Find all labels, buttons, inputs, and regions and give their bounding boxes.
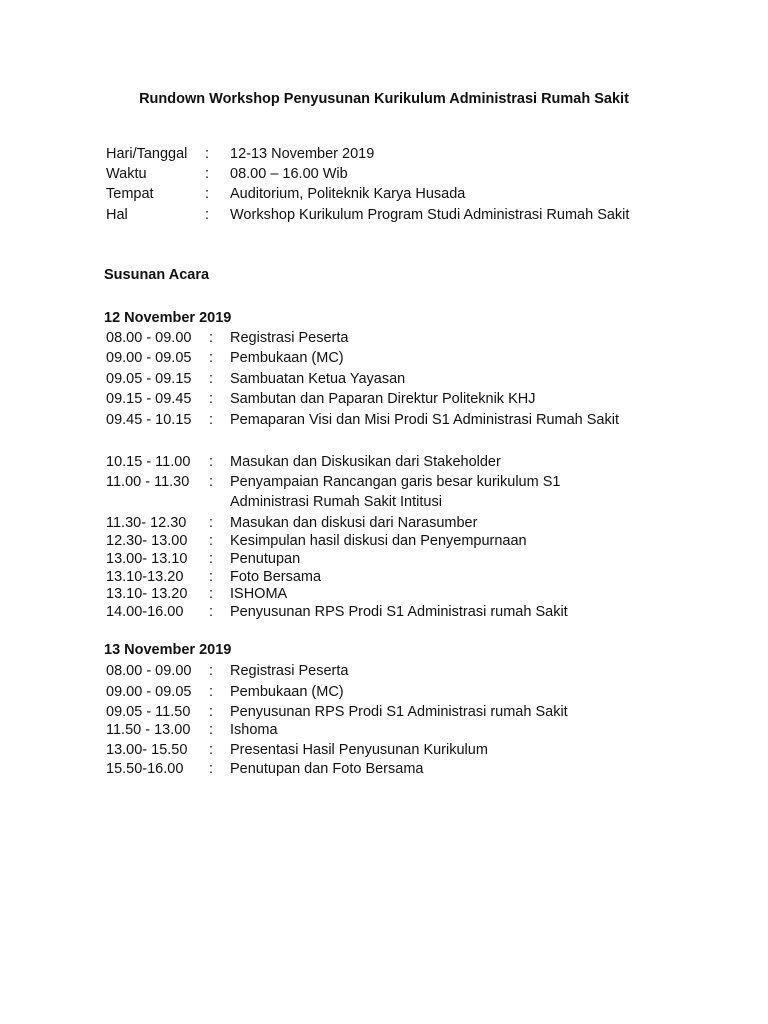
schedule-time: 10.15 - 11.00 (106, 454, 191, 470)
schedule-time: 15.50-16.00 (106, 761, 184, 777)
schedule-colon: : (209, 569, 214, 585)
schedule-colon: : (209, 474, 214, 490)
schedule-desc: Penutupan dan Foto Bersama (230, 761, 424, 777)
schedule-desc: Penutupan (230, 551, 301, 567)
schedule-time: 13.10- 13.20 (106, 586, 188, 602)
schedule-time: 12.30- 13.00 (106, 533, 188, 549)
schedule-colon: : (209, 330, 214, 346)
schedule-time: 09.15 - 09.45 (106, 391, 192, 407)
schedule-desc: Sambutan dan Paparan Direktur Politeknik KHJ (230, 391, 536, 407)
schedule-time: 09.45 - 10.15 (106, 412, 192, 428)
schedule-colon: : (209, 761, 214, 777)
schedule-desc: Penyampaian Rancangan garis besar kurikulum S1 Administrasi Rumah Sakit Intitusi (230, 474, 561, 510)
info-value: 08.00 – 16.00 Wib (230, 166, 348, 182)
info-value: Workshop Kurikulum Program Studi Administrasi Rumah Sakit (230, 207, 630, 223)
schedule-colon: : (209, 586, 214, 602)
schedule-desc: Presentasi Hasil Penyusunan Kurikulum (230, 742, 488, 758)
schedule-desc: Masukan dan Diskusikan dari Stakeholder (230, 454, 501, 470)
schedule-desc: Kesimpulan hasil diskusi dan Penyempurnaan (230, 533, 527, 549)
schedule-desc: Ishoma (230, 722, 278, 738)
schedule-colon: : (209, 722, 214, 738)
info-value: 12-13 November 2019 (230, 146, 375, 162)
schedule-colon: : (209, 663, 214, 679)
schedule-desc: Foto Bersama (230, 569, 322, 585)
day-heading: 13 November 2019 (104, 642, 232, 658)
info-colon: : (205, 166, 210, 182)
schedule-desc: Pembukaan (MC) (230, 684, 344, 700)
schedule-time: 08.00 - 09.00 (106, 663, 192, 679)
schedule-colon: : (209, 371, 214, 387)
schedule-time: 09.05 - 09.15 (106, 371, 192, 387)
schedule-time: 11.50 - 13.00 (106, 722, 191, 738)
schedule-desc: Registrasi Peserta (230, 330, 349, 346)
schedule-colon: : (209, 604, 214, 620)
schedule-time: 11.30- 12.30 (106, 515, 187, 531)
schedule-time: 13.10-13.20 (106, 569, 184, 585)
schedule-time: 09.00 - 09.05 (106, 350, 192, 366)
schedule-time: 11.00 - 11.30 (106, 474, 190, 490)
info-value: Auditorium, Politeknik Karya Husada (230, 186, 466, 202)
document-title: Rundown Workshop Penyusunan Kurikulum Administrasi Rumah Sakit (139, 91, 629, 107)
schedule-colon: : (209, 704, 214, 720)
schedule-time: 09.05 - 11.50 (106, 704, 191, 720)
schedule-colon: : (209, 454, 214, 470)
info-label: Hari/Tanggal (106, 146, 188, 162)
day-heading: 12 November 2019 (104, 310, 232, 326)
schedule-desc: Pemaparan Visi dan Misi Prodi S1 Administrasi Rumah Sakit (230, 412, 619, 428)
schedule-desc: Penyusunan RPS Prodi S1 Administrasi rumah Sakit (230, 604, 568, 620)
schedule-colon: : (209, 533, 214, 549)
schedule-colon: : (209, 391, 214, 407)
schedule-colon: : (209, 742, 214, 758)
schedule-colon: : (209, 684, 214, 700)
info-label: Waktu (106, 166, 147, 182)
agenda-heading: Susunan Acara (104, 267, 210, 283)
info-label: Tempat (106, 186, 154, 202)
info-colon: : (205, 146, 210, 162)
info-colon: : (205, 207, 210, 223)
info-label: Hal (106, 207, 128, 223)
schedule-colon: : (209, 551, 214, 567)
schedule-time: 09.00 - 09.05 (106, 684, 192, 700)
schedule-colon: : (209, 412, 214, 428)
info-colon: : (205, 186, 210, 202)
schedule-desc: Penyusunan RPS Prodi S1 Administrasi rumah Sakit (230, 704, 568, 720)
schedule-desc: Sambuatan Ketua Yayasan (230, 371, 406, 387)
schedule-desc: Masukan dan diskusi dari Narasumber (230, 515, 478, 531)
schedule-time: 13.00- 15.50 (106, 742, 188, 758)
schedule-colon: : (209, 515, 214, 531)
schedule-time: 14.00-16.00 (106, 604, 184, 620)
schedule-time: 08.00 - 09.00 (106, 330, 192, 346)
schedule-desc: Registrasi Peserta (230, 663, 349, 679)
schedule-desc: Pembukaan (MC) (230, 350, 344, 366)
schedule-time: 13.00- 13.10 (106, 551, 188, 567)
schedule-colon: : (209, 350, 214, 366)
schedule-desc: ISHOMA (230, 586, 288, 602)
